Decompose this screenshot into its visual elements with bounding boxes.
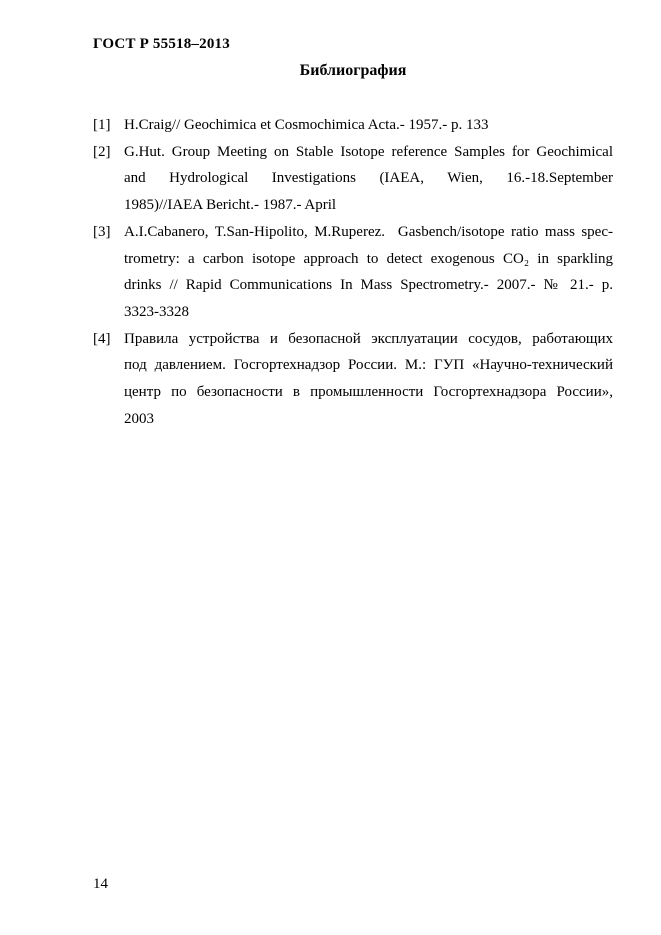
entry-line: trometry: a carbon isotope approach to detect exogenous CO₂ in sparkling: [124, 250, 613, 267]
entry-line: Правила устройства и безопасной эксплуатации сосудов, работающих: [124, 330, 613, 347]
entry-label: [4]: [93, 330, 111, 347]
entry-label: [1]: [93, 117, 111, 133]
entry-text: [124, 112, 613, 139]
entry-line: под давлением. Госгортехнадзор России. М.: ГУП «Научно-технический: [124, 357, 613, 374]
entry-text: [124, 139, 613, 219]
entry-line: H.Craig// Geochimica et Cosmochimica Acta.- 1957.- p. 133: [124, 117, 489, 133]
entry-line: 3323-3328: [124, 303, 189, 320]
entry-label: [3]: [93, 223, 111, 240]
entry-line: центр по безопасности в промышленности Госгортехнадзора России»,: [124, 384, 613, 401]
bibliography-entry-2: [93, 139, 613, 219]
bibliography-entry-4: [93, 326, 613, 433]
entry-label: [2]: [93, 143, 111, 160]
entry-line: 1985)//IAEA Bericht.- 1987.- April: [124, 197, 337, 214]
entry-text: [124, 326, 613, 433]
entry-line: and Hydrological Investigations (IAEA, Wien, 16.-18.September: [124, 170, 613, 187]
entry-line: drinks // Rapid Communications In Mass Spectrometry.- 2007.- № 21.- p.: [124, 277, 613, 294]
entry-line: A.I.Cabanero, T.San-Hipolito, M.Ruperez. Gasbench/isotope ratio mass spec-: [124, 223, 613, 240]
page-number: 14: [93, 876, 108, 892]
page-title: Библиография: [299, 62, 407, 79]
bibliography-entry-3: [93, 219, 613, 326]
bibliography-entry-1: [93, 112, 613, 139]
entry-line: 2003: [124, 410, 154, 427]
document-header-gost-number: ГОСТ Р 55518–2013: [93, 36, 230, 52]
entry-line: G.Hut. Group Meeting on Stable Isotope reference Samples for Geochimical: [124, 143, 613, 160]
bibliography-list: [93, 112, 613, 432]
entry-text: [124, 219, 613, 326]
